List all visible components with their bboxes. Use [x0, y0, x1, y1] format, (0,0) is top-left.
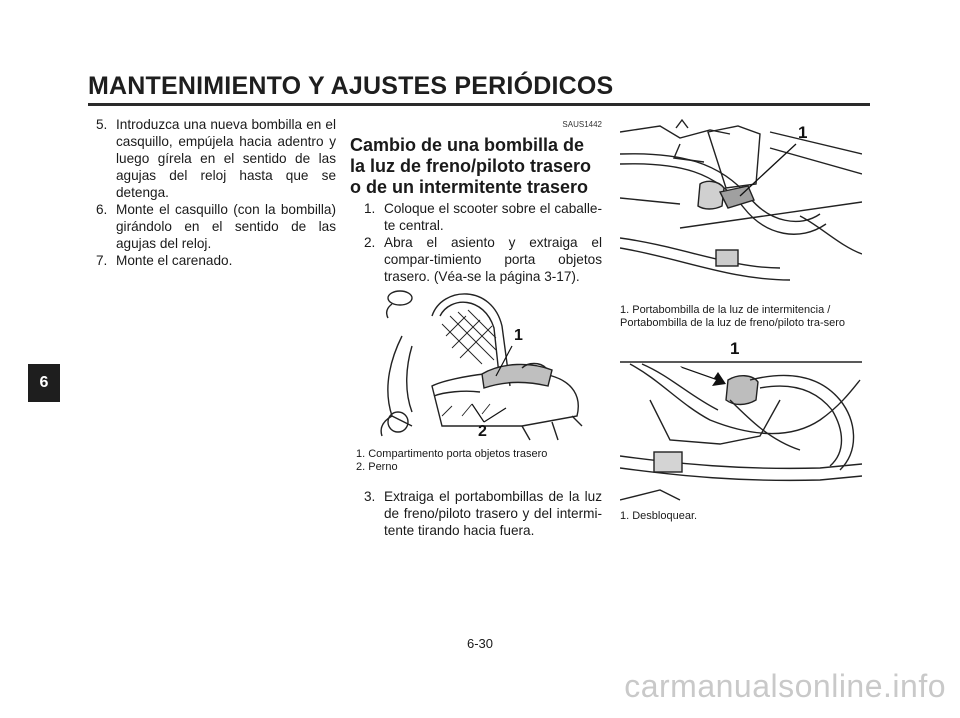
left-column — [96, 116, 336, 269]
step-7 — [96, 252, 336, 269]
step-6 — [96, 201, 336, 252]
bulb-holder-illustration — [620, 118, 862, 296]
step-text: Monte el carenado. — [116, 253, 233, 268]
figure3-caption: 1. Desbloquear. — [620, 510, 698, 522]
watermark: carmanualsonline.info — [624, 668, 946, 704]
step-text: Monte el casquillo (con la bombilla) girándolo en el sentido de las agujas del reloj. — [116, 202, 336, 251]
middle-column — [350, 116, 602, 285]
arrow-icon — [680, 366, 726, 386]
caption-text: 1. Portabombilla de la luz de intermitencia / Portabombilla de la luz de freno/piloto tra-sero — [620, 304, 846, 329]
callout-2: 2 — [478, 423, 487, 440]
scooter-figure — [372, 276, 600, 442]
page-title: MANTENIMIENTO Y AJUSTES PERIÓDICOS — [88, 72, 614, 100]
unlock-figure — [620, 340, 862, 506]
step-number: 2. — [364, 235, 376, 250]
figure1-caption — [356, 448, 606, 474]
section-title: Cambio de una bombilla de la luz de freno/piloto trasero o de un intermitente trasero — [350, 135, 592, 197]
callout-1: 1 — [514, 327, 523, 344]
callout-1: 1 — [730, 340, 740, 358]
section-reference-code: SAUS1442 — [562, 120, 602, 129]
step-text: Extraiga el portabombillas de la luz de freno/piloto trasero y del intermi-tente tirando hacia fuera. — [384, 489, 602, 538]
mirror-stem — [387, 304, 392, 318]
step-number: 1. — [364, 201, 376, 216]
caption-line: 1. Compartimento porta objetos trasero — [356, 448, 548, 460]
section-step-1 — [364, 200, 602, 234]
chapter-tab: 6 — [28, 364, 60, 402]
step-number: 7. — [96, 253, 108, 268]
figure2-caption — [620, 304, 868, 330]
step-3-block — [364, 488, 602, 539]
step-text: Coloque el scooter sobre el caballe-te central. — [384, 201, 602, 233]
section-step-3 — [364, 488, 602, 539]
step-text: Introduzca una nueva bombilla en el casquillo, empújela hacia adentro y luego gírela en el sentido de las agujas del reloj hasta que se detenga. — [116, 117, 336, 200]
page-number: 6-30 — [466, 636, 494, 651]
step-number: 6. — [96, 202, 108, 217]
callout-1: 1 — [798, 123, 808, 142]
caption-line: 2. Perno — [356, 461, 398, 473]
step-text: Abra el asiento y extraiga el compar-timiento porta objetos trasero. (Véa-se la página 3-17). — [384, 235, 602, 284]
step-number: 3. — [364, 489, 376, 504]
scooter-illustration — [372, 276, 600, 442]
bulb-holder-figure — [620, 118, 862, 296]
step-number: 5. — [96, 117, 108, 132]
step-5 — [96, 116, 336, 201]
unlock-illustration — [620, 340, 862, 506]
header-rule — [88, 103, 870, 106]
